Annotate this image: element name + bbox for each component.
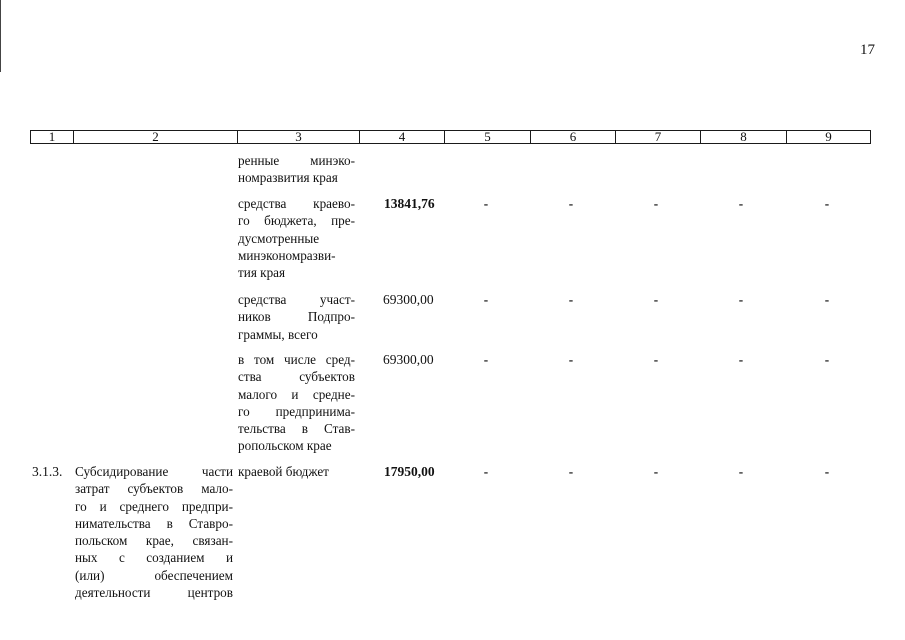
dash-cell: - [483, 292, 489, 307]
source-cell-row-1 [238, 152, 355, 187]
source-line: го бюджета, пре- [238, 213, 355, 229]
source-line: средства участ- [238, 292, 355, 307]
value-cell-row-5: 17950,00 [384, 464, 435, 479]
source-line: ренные минэко- [238, 153, 355, 168]
source-line: ропольском крае [238, 438, 332, 454]
column-header-5: 5 [444, 131, 530, 143]
dash-cell: - [824, 464, 830, 479]
value-cell-row-4: 69300,00 [383, 352, 434, 367]
table-header-row [30, 130, 871, 144]
source-line: тия края [238, 265, 286, 281]
name-line: нимательства в Ставро- [75, 515, 233, 531]
dash-cell: - [483, 196, 489, 211]
dash-cell: - [568, 352, 574, 367]
dash-cell: - [653, 352, 659, 367]
column-header-6: 6 [530, 131, 615, 143]
dash-cell: - [738, 196, 744, 211]
source-line: дусмотренные [238, 230, 320, 246]
source-line: средства краево- [238, 196, 355, 211]
column-header-2: 2 [73, 131, 237, 143]
source-line: го предпринима- [238, 403, 355, 419]
dash-cell: - [653, 292, 659, 307]
source-line: ников Подпро- [238, 309, 355, 325]
source-cell-row-4 [238, 351, 355, 455]
column-header-4: 4 [359, 131, 444, 143]
source-line: минэкономразви- [238, 247, 336, 263]
source-line: граммы, всего [238, 326, 318, 342]
column-header-9: 9 [786, 131, 870, 143]
value-cell-row-3: 69300,00 [383, 292, 434, 307]
dash-cell: - [568, 292, 574, 307]
source-cell-row-3 [238, 291, 355, 343]
page-edge-rule [0, 0, 1, 72]
source-cell-row-2 [238, 195, 355, 281]
dash-cell: - [824, 292, 830, 307]
dash-cell: - [824, 352, 830, 367]
source-line: в том числе сред- [238, 352, 355, 367]
page-number: 17 [860, 42, 875, 58]
column-header-7: 7 [615, 131, 700, 143]
source-cell-row-5 [238, 463, 355, 480]
name-line: затрат субъектов мало- [75, 481, 233, 497]
dash-cell: - [653, 196, 659, 211]
item-name-cell [75, 463, 233, 601]
dash-cell: - [568, 464, 574, 479]
name-line: деятельности центров [75, 585, 233, 601]
source-line: ства субъектов [238, 369, 355, 385]
dash-cell: - [483, 352, 489, 367]
source-line: тельства в Став- [238, 421, 355, 437]
dash-cell: - [738, 352, 744, 367]
source-line: номразвития края [238, 170, 338, 186]
name-line: Субсидирование части [75, 464, 233, 479]
dash-cell: - [824, 196, 830, 211]
column-header-3: 3 [237, 131, 359, 143]
value-cell-row-2: 13841,76 [384, 196, 435, 211]
item-code-cell: 3.1.3. [32, 464, 63, 479]
source-line: краевой бюджет [238, 464, 329, 479]
dash-cell: - [568, 196, 574, 211]
dash-cell: - [738, 292, 744, 307]
column-header-1: 1 [48, 129, 56, 144]
column-header-8: 8 [700, 131, 786, 143]
name-line: го и среднего предпри- [75, 498, 233, 514]
dash-cell: - [653, 464, 659, 479]
name-line: ных с созданием и [75, 550, 233, 566]
name-line: (или) обеспечением [75, 567, 233, 583]
dash-cell: - [738, 464, 744, 479]
name-line: польском крае, связан- [75, 533, 233, 549]
source-line: малого и средне- [238, 386, 355, 402]
dash-cell: - [483, 464, 489, 479]
